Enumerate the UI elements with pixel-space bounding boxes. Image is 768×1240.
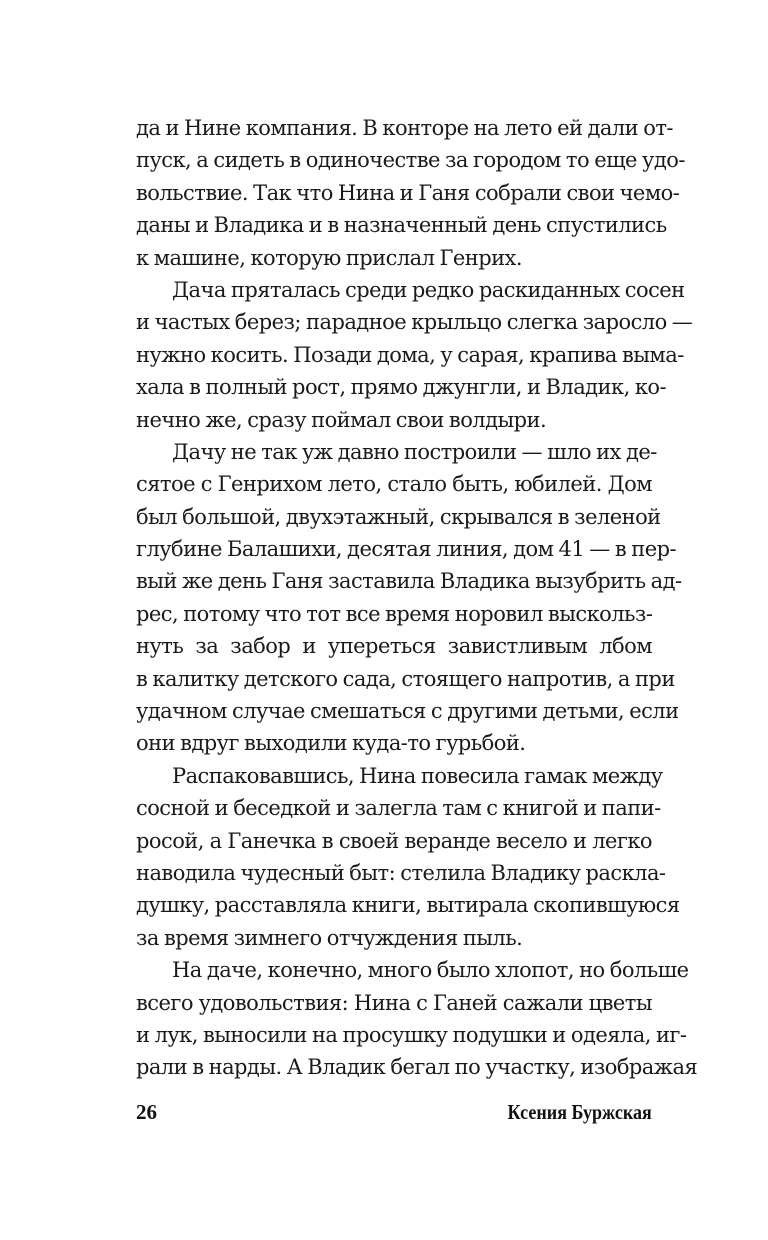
text-line: в калитку детского сада, стоящего напротив, а при bbox=[136, 666, 675, 691]
paragraph-3 bbox=[136, 436, 682, 760]
text-line: пуск, а сидеть в одиночестве за городом то еще удо- bbox=[136, 148, 685, 173]
text-line: Дача пряталась среди редко раскиданных сосен bbox=[172, 277, 685, 302]
text-line: да и Нине компания. В конторе на лето ей дали от- bbox=[136, 116, 673, 140]
running-footer-author: Ксения Буржская bbox=[507, 1100, 652, 1124]
text-line: вольствие. Так что Нина и Ганя собрали свои чемо- bbox=[136, 180, 680, 205]
text-line: и лук, выносили на просушку подушки и одеяла, иг- bbox=[136, 1022, 687, 1047]
text-line: рали в нарды. А Владик бегал по участку, изображая bbox=[136, 1055, 698, 1080]
text-line: нужно косить. Позади дома, у сарая, крапива выма- bbox=[136, 342, 684, 367]
text-line: хала в полный рост, прямо джунгли, и Владик, ко- bbox=[136, 375, 667, 400]
paragraph-1 bbox=[136, 112, 685, 274]
book-page-text bbox=[136, 112, 698, 1084]
text-line: душку, расставляла книги, вытирала скопившуюся bbox=[136, 893, 680, 918]
paragraph-4 bbox=[136, 760, 680, 954]
paragraph-2 bbox=[136, 274, 693, 436]
text-line: наводила чудесный быт: стелила Владику раскла- bbox=[136, 860, 666, 885]
text-line: всего удовольствия: Нина с Ганей сажали цветы bbox=[136, 990, 652, 1015]
text-line: удачном случае смешаться с другими детьми, если bbox=[136, 699, 679, 724]
text-line: рес, потому что тот все время норовил выскольз- bbox=[136, 601, 653, 626]
text-line: нуть за забор и упереться завистливым лбом bbox=[136, 634, 652, 659]
text-line: глубине Балашихи, десятая линия, дом 41 — в пер- bbox=[136, 537, 677, 562]
text-line: Распаковавшись, Нина повесила гамак между bbox=[172, 763, 663, 788]
page-footer bbox=[136, 1100, 652, 1130]
text-line: вый же день Ганя заставила Владика вызубрить ад- bbox=[136, 569, 682, 594]
page-number: 26 bbox=[136, 1100, 157, 1124]
text-line: сятое с Генрихом лето, стало быть, юбилей. Дом bbox=[136, 472, 652, 497]
text-line: они вдруг выходили куда-то гурьбой. bbox=[136, 731, 526, 756]
text-line: и частых берез; парадное крыльцо слегка заросло — bbox=[136, 310, 693, 335]
text-line: сосной и беседкой и залегла там с книгой и папи- bbox=[136, 796, 661, 821]
text-line: за время зимнего отчуждения пыль. bbox=[136, 925, 523, 950]
text-line: нечно же, сразу поймал свои волдыри. bbox=[136, 407, 547, 432]
text-line: На даче, конечно, много было хлопот, но больше bbox=[172, 958, 689, 983]
text-line: был большой, двухэтажный, скрывался в зеленой bbox=[136, 504, 661, 529]
text-line: даны и Владика и в назначенный день спустились bbox=[136, 213, 667, 238]
text-line: росой, а Ганечка в своей веранде весело и легко bbox=[136, 828, 652, 853]
text-line: к машине, которую прислал Генрих. bbox=[136, 245, 522, 270]
text-line: Дачу не так уж давно построили — шло их де- bbox=[172, 439, 657, 464]
paragraph-5 bbox=[136, 954, 698, 1084]
